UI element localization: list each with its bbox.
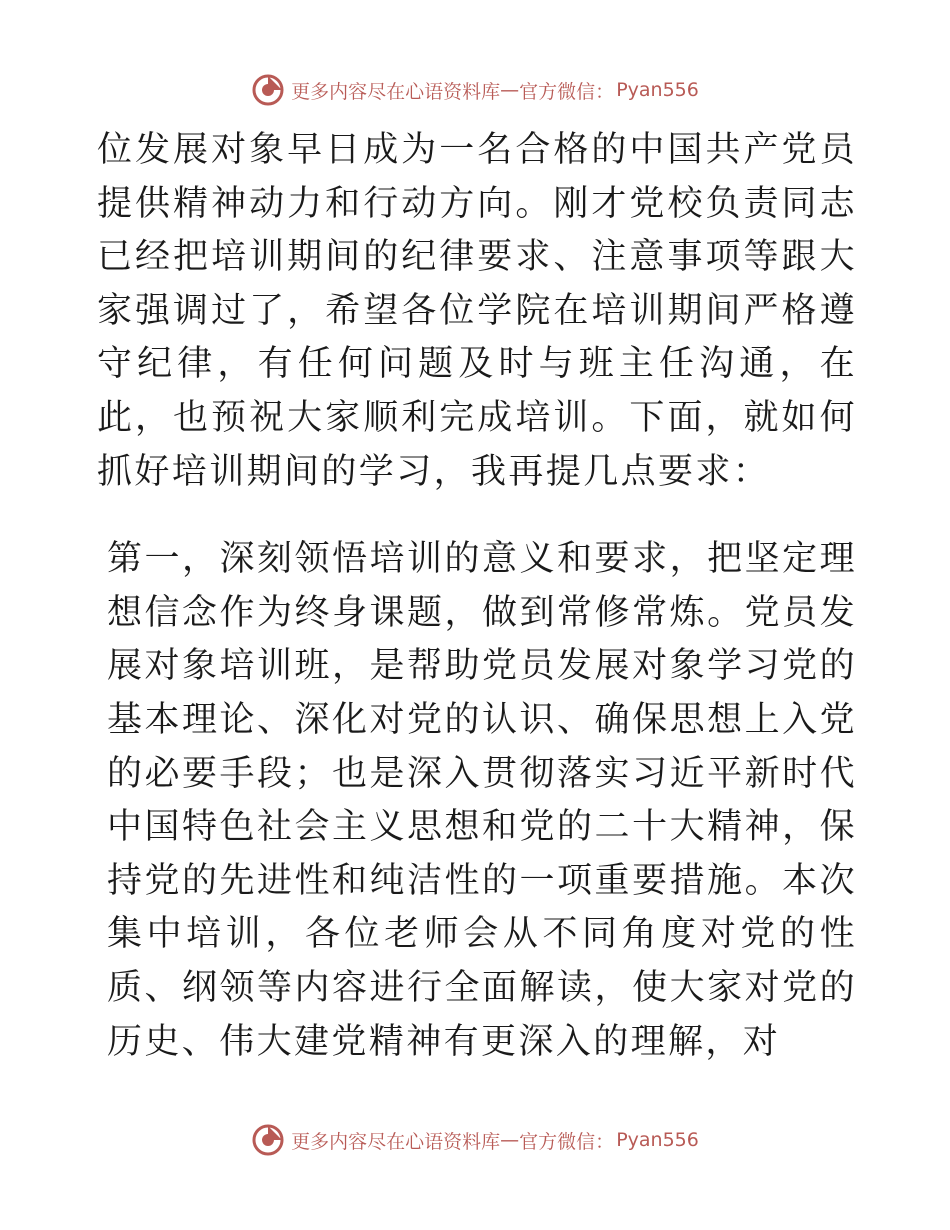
header-wechat-label: 官方微信： xyxy=(519,80,615,103)
pen-nib-logo-icon xyxy=(251,1123,285,1157)
paragraph-gap xyxy=(97,499,857,533)
paragraph-1: 位发展对象早日成为一名合格的中国共产党员提供精神动力和行动方向。刚才党校负责同志已经把培训期间的纪律要求、注意事项等跟大家强调过了，希望各位学院在培训期间严格遵守纪律，有任何问题及时与班主任沟通，在此，也预祝大家顺利完成培训。下面，就如何抓好培训期间的学习，我再提几点要求： xyxy=(97,130,857,492)
header-separator: — xyxy=(500,79,520,101)
paragraph-2: 第一，深刻领悟培训的意义和要求，把坚定理想信念作为终身课题，做到常修常炼。党员发展对象培训班，是帮助党员发展对象学习党的基本理论、深化对党的认识、确保思想上入党的必要手段；也是深入贯彻落实习近平新时代中国特色社会主义思想和党的二十大精神，保持党的先进性和纯洁性的一项重要措施。本次集中培训，各位老师会从不同角度对党的性质、纲领等内容进行全面解读，使大家对党的历史、伟大建党精神有更深入的理解，对 xyxy=(107,539,857,1062)
footer-banner xyxy=(0,1120,950,1160)
header-wechat-id: Pyan556 xyxy=(616,79,699,101)
footer-separator: — xyxy=(500,1129,520,1151)
document-body xyxy=(97,124,857,1069)
footer-banner-text: 更多内容尽在心语资料库 xyxy=(291,1130,501,1153)
header-banner xyxy=(0,70,950,110)
header-banner-text: 更多内容尽在心语资料库 xyxy=(291,80,501,103)
pen-nib-logo-icon xyxy=(251,73,285,107)
footer-wechat-id: Pyan556 xyxy=(616,1129,699,1151)
footer-wechat-label: 官方微信： xyxy=(519,1130,615,1153)
